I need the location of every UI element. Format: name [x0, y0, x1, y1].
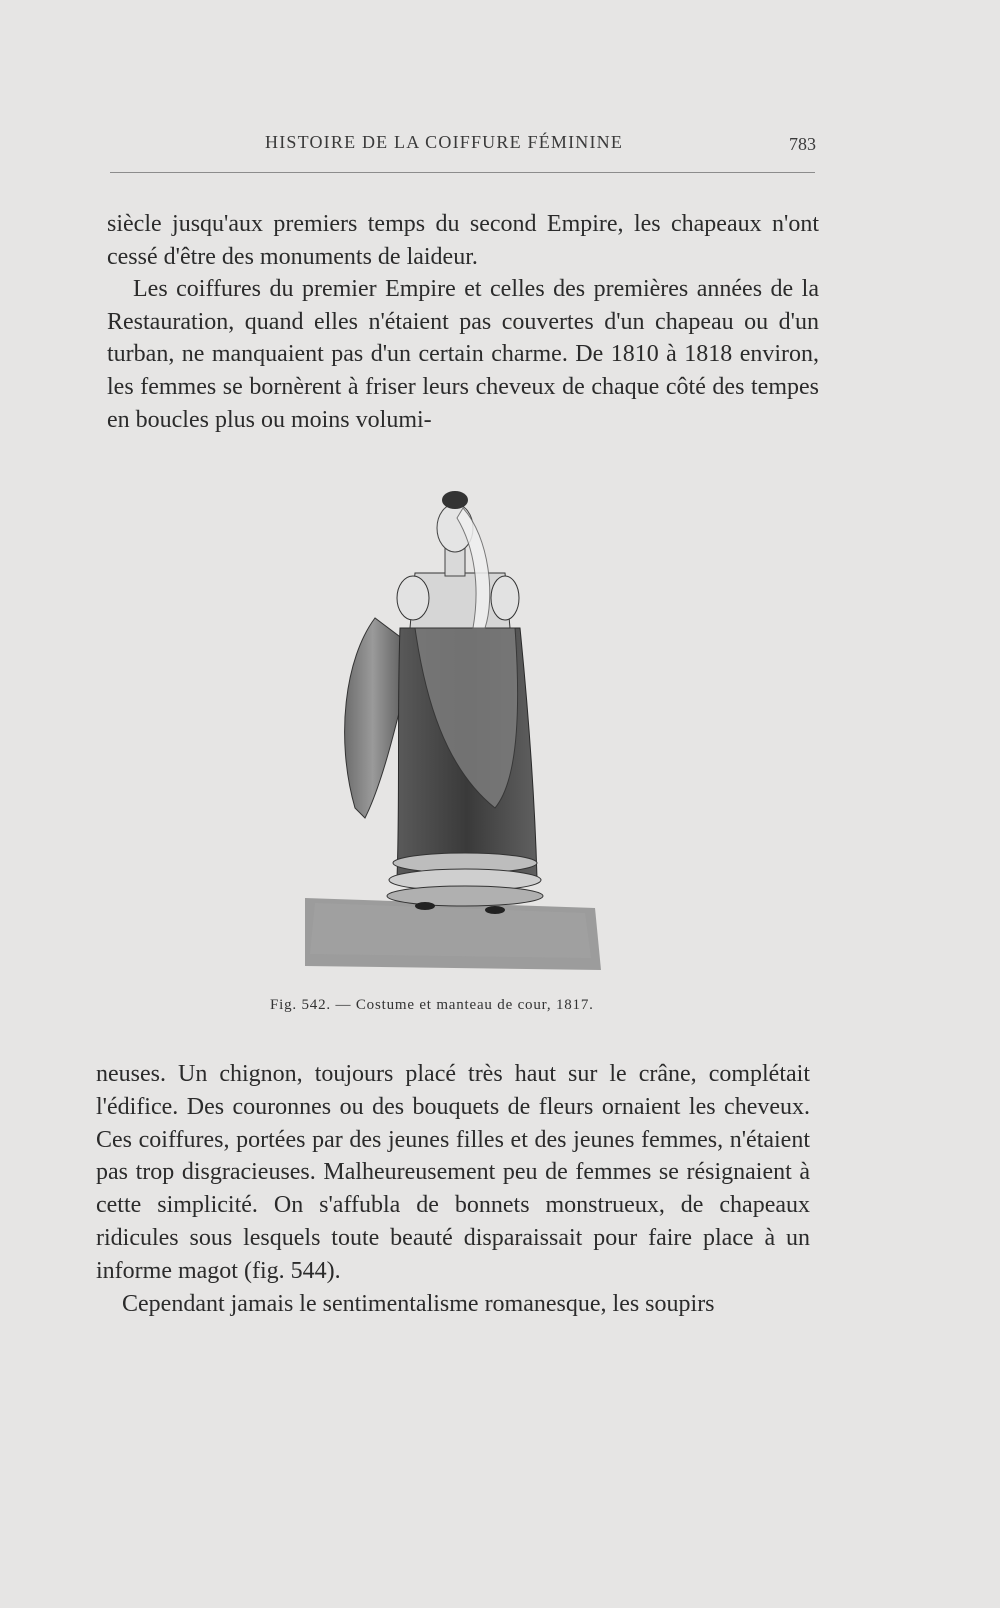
court-costume-illustration	[305, 478, 601, 970]
body-text-bottom	[96, 1058, 810, 1320]
running-title: HISTOIRE DE LA COIFFURE FÉMININE	[265, 132, 624, 152]
paragraph-cependant: Cependant jamais le sentimentalisme romanesque, les soupirs	[122, 1290, 715, 1317]
figure-caption: Fig. 542. — Costume et manteau de cour, 1817.	[270, 997, 594, 1013]
body-text-top	[107, 208, 819, 436]
page-header	[110, 130, 820, 160]
figure-engraving	[305, 478, 601, 970]
paragraph-continuation: siècle jusqu'aux premiers temps du second Empire, les chapeaux n'ont cessé d'être des monuments de laideur.	[107, 211, 819, 270]
paragraph-coiffures: Les coiffures du premier Empire et celles des premières années de la Restauration, quand elles n'étaient pas couvertes d'un chapeau ou d'un turban, ne manquaient pas d'un certain charme. De 1810 à 1818 environ, les femmes se bornèrent à friser leurs cheveux de chaque côté des tempes en boucles plus ou moins volumi-	[107, 276, 819, 433]
header-rule	[110, 172, 815, 173]
page-number: 783	[789, 134, 816, 154]
paragraph-chignon: neuses. Un chignon, toujours placé très haut sur le crâne, complétait l'édifice. Des couronnes ou des bouquets de fleurs ornaient les cheveux. Ces coiffures, portées par des jeunes filles et des jeunes femmes, n'étaient pas trop disgracieuses. Malheureusement peu de femmes se résignaient à cette simplicité. On s'affubla de bonnets monstrueux, de chapeaux ridicules sous lesquels toute beauté disparaissait pour faire place à un informe magot (fig. 544).	[96, 1061, 810, 1284]
